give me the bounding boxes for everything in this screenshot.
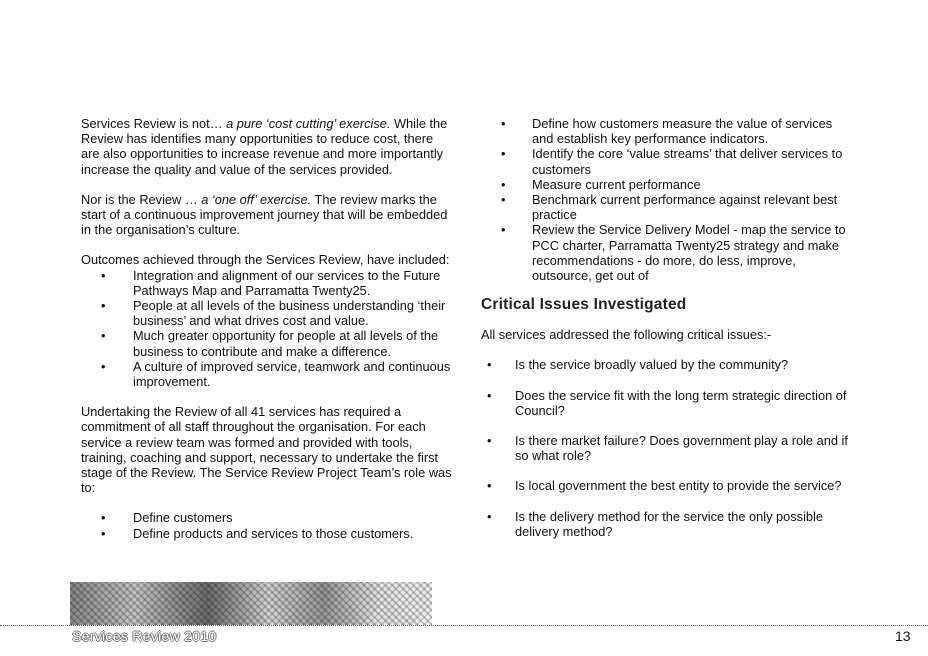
journey-emphasis: a ‘one off’ exercise. (201, 191, 312, 207)
journey-paragraph (81, 192, 453, 238)
list-item: • Identify the core ‘value streams’ that deliver services to customers (481, 146, 853, 176)
section-heading: Critical Issues Investigated (481, 296, 687, 314)
footer-divider (0, 625, 928, 626)
list-item: • Integration and alignment of our services to the Future Pathways Map and Parramatta Twenty25. (81, 268, 453, 298)
list-item: • A culture of improved service, teamwork and continuous improvement. (81, 359, 453, 389)
list-item: • Much greater opportunity for people at all levels of the business to contribute and make a difference. (81, 328, 453, 358)
intro-text: Services Review is not… (81, 116, 227, 131)
list-item: • Measure current performance (481, 177, 853, 192)
footer-title: Services Review 2010 (72, 628, 217, 644)
roles-list (81, 510, 453, 540)
issues-intro: All services addressed the following critical issues:- (481, 327, 772, 343)
list-item: • Benchmark current performance against relevant best practice (481, 192, 853, 222)
list-item: • Is the service broadly valued by the community? (481, 357, 853, 372)
intro-emphasis: a pure ‘cost cutting’ exercise. (226, 116, 391, 131)
list-item: • Is there market failure? Does government play a role and if so what role? (481, 433, 853, 463)
issues-list (481, 357, 853, 539)
right-column (481, 116, 853, 554)
intro-paragraph (81, 116, 453, 177)
list-item: • Define how customers measure the value of services and establish key performance indicators. (481, 116, 853, 146)
list-item: • Define customers (81, 510, 453, 525)
roles-list-cont (481, 116, 853, 283)
journey-text: Nor is the Review … (81, 191, 202, 207)
list-item: • People at all levels of the business understanding ‘their business’ and what drives cost and value. (81, 298, 453, 328)
outcomes-intro: Outcomes achieved through the Services Review, have included: (81, 252, 450, 268)
journey-text-cont: The review marks the start of a continuous improvement journey that will be embedded in the organisation’s culture. (81, 191, 448, 238)
outcomes-list (81, 268, 453, 390)
footer-photo-banner (70, 582, 432, 625)
list-item: • Is the delivery method for the service the only possible delivery method? (481, 509, 853, 539)
list-item: • Does the service fit with the long term strategic direction of Council? (481, 388, 853, 418)
left-column (81, 116, 453, 541)
page-number: 13 (895, 628, 911, 644)
list-item: • Is local government the best entity to provide the service? (481, 478, 853, 493)
list-item: • Review the Service Delivery Model - map the service to PCC charter, Parramatta Twenty25 strategy and make recommendations - do more, do less, improve, outsource, get out of (481, 222, 853, 283)
undertaking-paragraph: Undertaking the Review of all 41 services has required a commitment of all staff throughout the organisation. For each service a review team was formed and provided with tools, training, coaching and support, necessary to undertake the first stage of the Review. The Service Review Project Team’s role was to: (81, 404, 452, 496)
list-item: • Define products and services to those customers. (81, 526, 453, 541)
intro-text-cont: While the Review has identifies many opportunities to reduce cost, there are also opportunities to increase revenue and more importantly increase the quality and value of the services provided. (81, 116, 448, 177)
